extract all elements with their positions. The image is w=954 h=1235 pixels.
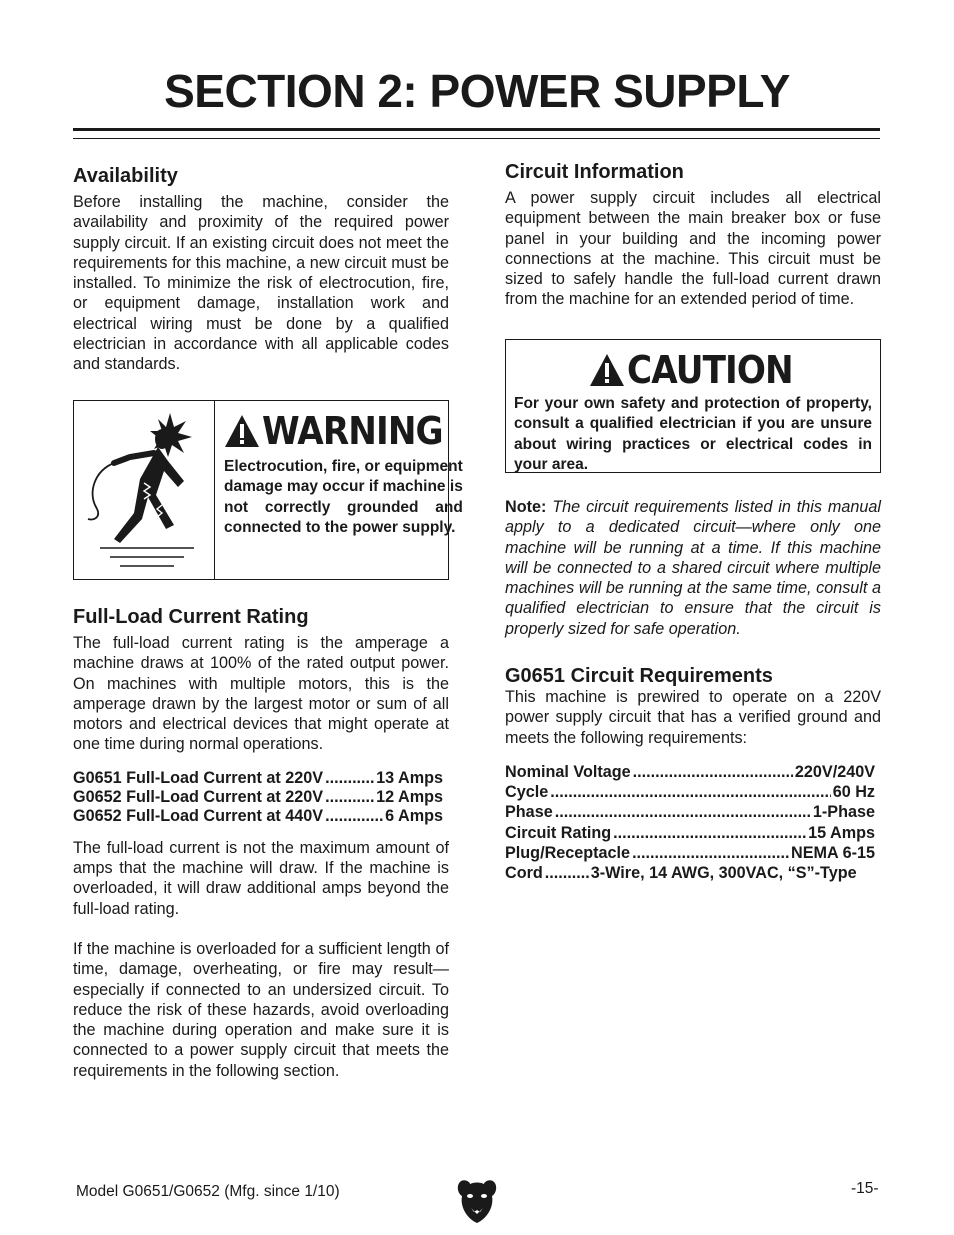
footer-model: Model G0651/G0652 (Mfg. since 1/10) [76, 1183, 340, 1200]
availability-heading: Availability [73, 165, 178, 187]
title-rule-thick [73, 128, 880, 131]
exclamation-triangle-icon [589, 353, 625, 387]
warning-body: Electrocution, fire, or equipment damage may occur if machine is not correctly grounded and connected to the power supply. [224, 458, 463, 537]
footer-page-number: -15- [851, 1180, 879, 1197]
rating-row: G0651 Full-Load Current at 220V ..... 13 Amps [73, 769, 443, 788]
spec-row: Phase ..... 1-Phase [505, 802, 875, 822]
requirements-heading: G0651 Circuit Requirements [505, 665, 773, 687]
availability-body: Before installing the machine, consider the availability and proximity of the required power supply circuit. If an existing circuit does not meet the requirements for this machine, a new circuit must be installed. To minimize the risk of electrocution, fire, or equipment damage, installation work and electrical wiring must be done by a qualified electrician in accordance with all applicable codes and standards. [73, 193, 449, 374]
rating-row: G0652 Full-Load Current at 440V ..... 6 Amps [73, 807, 443, 826]
note-section [505, 497, 881, 639]
full-load-para2: The full-load current is not the maximum amount of amps that the machine will draw. If the machine is overloaded, it will draw additional amps beyond the full-load rating. [73, 838, 449, 918]
note-label: Note: [505, 498, 547, 516]
warning-label: WARNING [262, 409, 443, 453]
note-paragraph [505, 497, 881, 639]
warning-box [73, 400, 463, 580]
spec-row: Nominal Voltage ..... 220V/240V [505, 762, 875, 782]
spec-row: Cycle ..... 60 Hz [505, 782, 875, 802]
exclamation-triangle-icon [224, 414, 260, 448]
caution-label: CAUTION [627, 348, 793, 392]
title-rule-thin [73, 138, 880, 139]
electrocution-figure-icon [74, 401, 215, 579]
availability-section [73, 165, 449, 375]
note-body: The circuit requirements listed in this manual apply to a dedicated circuit—where only one machine will be running at a time. If this machine will be connected to a shared circuit where multiple machines will be running at the same time, consult a qualified electrician to ensure that the circuit is properly sized for safe operation. [505, 498, 881, 638]
circuit-info-body: A power supply circuit includes all electrical equipment between the main breaker box or fuse panel in your building and the incoming power connections at the machine. This circuit must be sized to safely handle the full-load current drawn from the machine for an extended period of time. [505, 189, 881, 309]
requirements-body: This machine is prewired to operate on a 220V power supply circuit that has a verified ground and meets the following requirements: [505, 688, 881, 747]
full-load-section [73, 606, 449, 1081]
circuit-info-section [505, 161, 881, 310]
page-title: SECTION 2: POWER SUPPLY [164, 65, 790, 117]
full-load-para3: If the machine is overloaded for a sufficient length of time, damage, overheating, or fire may result—especially if connected to an undersized circuit. To reduce the risk of these hazards, avoid overloading the machine during operation and make sure it is connected to a power supply circuit that meets the requirements in the following section. [73, 939, 449, 1080]
full-load-ratings [73, 769, 443, 826]
rating-row: G0652 Full-Load Current at 220V ..... 12 Amps [73, 788, 443, 807]
full-load-heading: Full-Load Current Rating [73, 606, 309, 628]
spec-row: Plug/Receptacle ..... NEMA 6-15 [505, 843, 875, 863]
circuit-info-heading: Circuit Information [505, 161, 684, 183]
caution-box [505, 339, 881, 473]
bear-head-logo-icon [456, 1176, 498, 1224]
circuit-specs [505, 762, 875, 883]
requirements-section [505, 665, 881, 883]
full-load-body: The full-load current rating is the amperage a machine draws at 100% of the rated output power. On machines with multiple motors, this is the amperage drawn by the largest motor or sum of all motors and electrical devices that might operate at one time during normal operations. [73, 634, 449, 754]
spec-row: Circuit Rating ..... 15 Amps [505, 823, 875, 843]
caution-body: For your own safety and protection of property, consult a qualified electrician if you are unsure about wiring practices or electrical codes in your area. [514, 395, 872, 474]
spec-row: Cord ..... 3-Wire, 14 AWG, 300VAC, “S”-Type [505, 863, 875, 883]
